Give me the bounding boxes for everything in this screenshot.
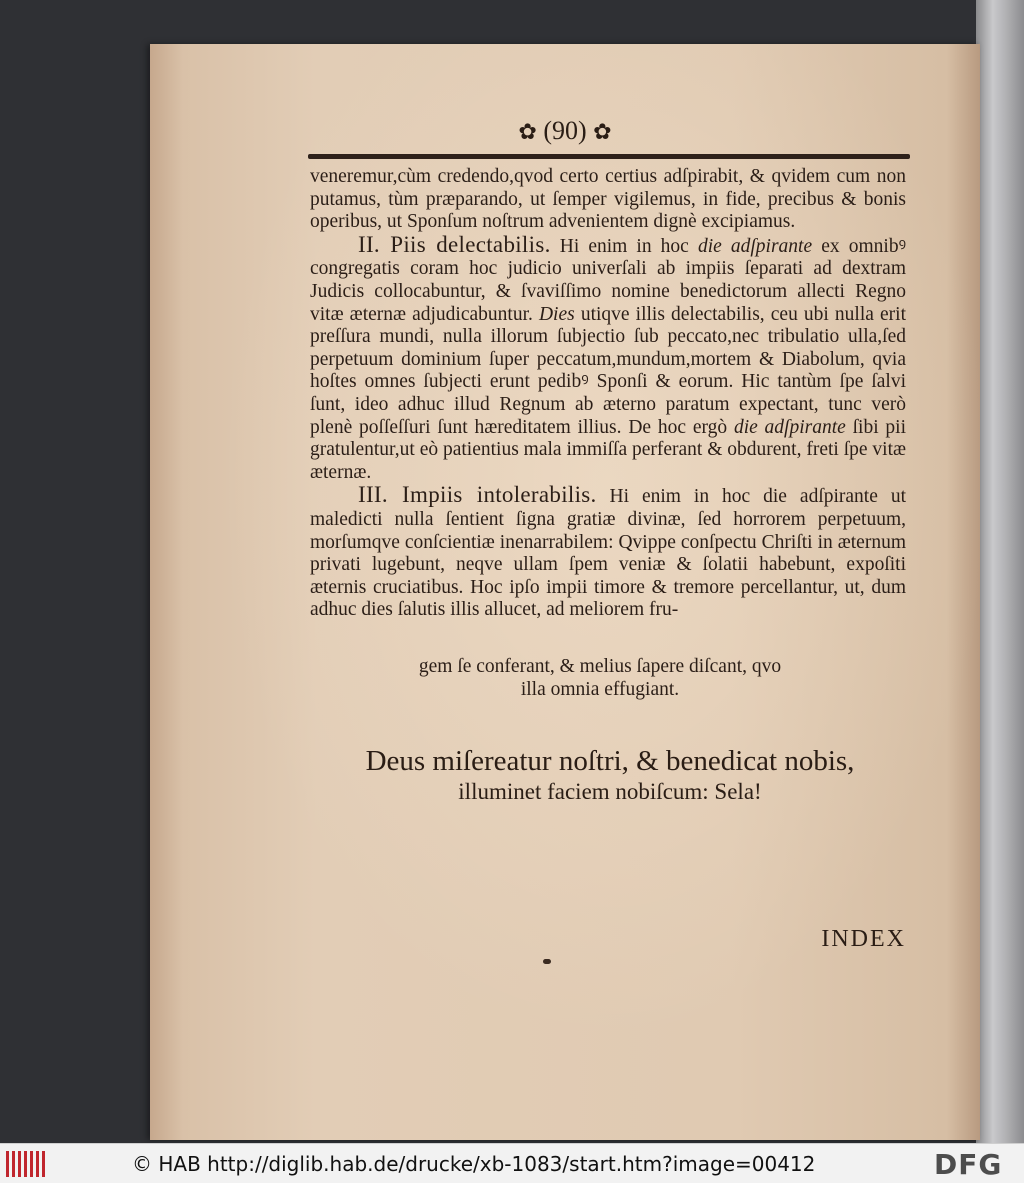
closing-line: gem ſe conferant, & melius ſapere diſcant, qvo	[418, 656, 782, 677]
section-3-heading: III. Impiis intolerabilis.	[358, 482, 597, 508]
text-run: Hi enim in hoc	[559, 235, 689, 257]
page-number: (90)	[543, 116, 587, 145]
credit-link[interactable]: © HAB http://diglib.hab.de/drucke/xb-1083/start.htm?image=00412	[132, 1152, 816, 1176]
text-run: ex omnibꝰ congregatis coram hoc judicio univerſali ab impiis ſeparati ad dextram Judicis collocabuntur, & ſvaviſſimo nomine benedictorum allecti Regno vitæ æternæ adjudicabuntur.	[310, 235, 907, 325]
italic-run: die adſpirante	[733, 416, 846, 438]
paragraph-1: veneremur,cùm credendo,qvod certo certius adſpirabit, & qvidem cum non putamus, tùm præparando, ut ſemper vigilemus, in fide, precibus & bonis operibus, ut Sponſum noſtrum advenientem dignè excipiamus.	[310, 166, 906, 233]
hab-logo-icon[interactable]	[6, 1151, 46, 1177]
ink-dot	[543, 959, 551, 964]
italic-run: die adſpirante	[697, 235, 813, 257]
closing-lines	[300, 656, 900, 701]
book-page	[150, 44, 980, 1140]
closing-line: illa omnia effugiant.	[520, 678, 680, 700]
section-2-heading: II. Piis delectabilis.	[358, 231, 551, 257]
footer-bar	[0, 1143, 1024, 1183]
ornament-right-icon: ✿	[593, 119, 612, 144]
next-page-edge	[976, 0, 1024, 1143]
benediction	[310, 744, 910, 806]
page-header	[150, 116, 980, 146]
text-run: Hi enim in hoc die adſpirante ut maledicti nulla ſentient ſigna gratiæ divinæ, ſed horrorem perpetuum, morſumqve conſcientiæ inenarrabilem: Qvippe conſpectu Chriſti in æternum privati lugebunt, neqve ullam ſpem veniæ & ſolatii habebunt, expoſiti æternis cruciatibus. Hoc ipſo impii timore & tremore percellantur, ut, dum adhuc dies ſalutis illis allucet, ad meliorem fru-	[310, 486, 906, 621]
text-run: ſibi pii gratulentur,ut eò patientius mala immiſſa perferant & obdurent, freti ſpe vitæ æternæ.	[310, 416, 907, 483]
paragraph-section-2	[310, 231, 907, 485]
paragraph-section-3	[310, 484, 906, 622]
ornament-left-icon: ✿	[518, 119, 537, 144]
benediction-line-2: illuminet faciem nobiſcum: Sela!	[458, 779, 762, 804]
italic-run: Dies	[538, 303, 575, 325]
benediction-line-1: Deus miſereatur noſtri, & benedicat nobis,	[365, 745, 855, 777]
dfg-logo[interactable]: DFG	[934, 1148, 1003, 1181]
text-run: utiqve illis delectabilis, ceu ubi nulla erit preſſura mundi, nulla illorum ſubjectio ſub peccato,nec tribulatio ulla,ſed perpetuum dominium ſuper peccatum,mundum,mortem & Diabolum, qvia hoſtes omnes ſubjecti erunt pedibꝰ Sponſi & eorum. Hic tantùm ſpe ſalvi ſunt, ideo adhuc illud Regnum ab æterno paratum expectant, tunc verò plenè poſſeſſuri ſunt hæreditatem illius. De hoc ergò	[310, 303, 906, 438]
header-rule	[308, 154, 910, 159]
body-text	[310, 166, 906, 622]
catchword: INDEX	[821, 926, 906, 952]
